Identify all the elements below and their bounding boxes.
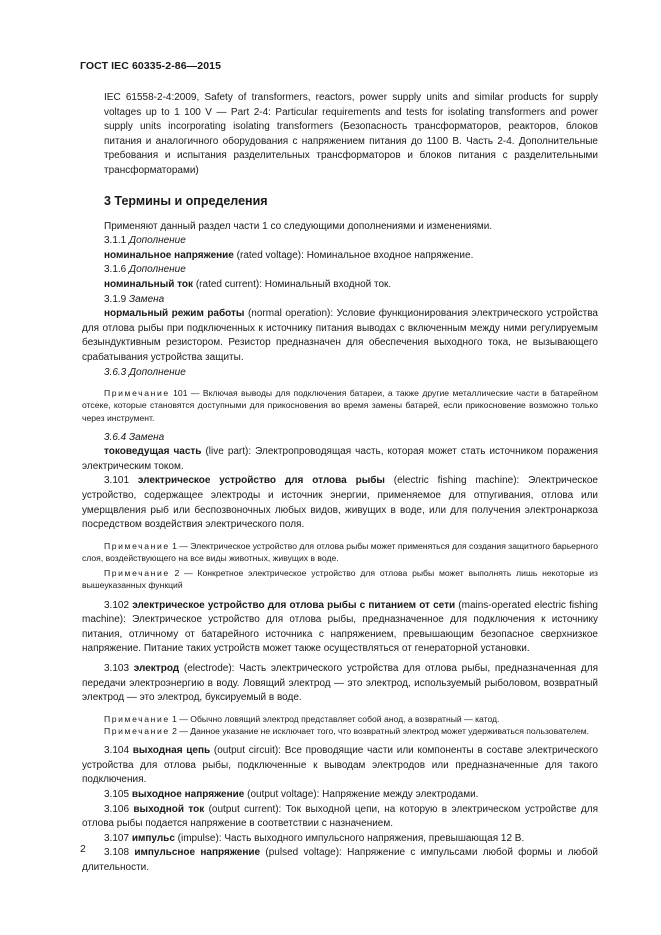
section-heading: 3 Термины и определения bbox=[104, 193, 268, 208]
definition-3-1-1 bbox=[104, 249, 598, 264]
clause-action: Дополнение bbox=[129, 264, 186, 276]
clause-3-6-4: 3.6.4 Замена bbox=[104, 431, 165, 443]
section-intro: Применяют данный раздел части 1 со следующими дополнениями и изменениями. bbox=[104, 220, 493, 232]
note-text: 2 — Конкретное электрическое устройство для отлова рыбы может выполнять лишь некоторые из вышеуказанных функций bbox=[82, 568, 598, 591]
page-header-standard: ГОСТ IEC 60335-2-86—2015 bbox=[80, 60, 222, 72]
note-text: 2 — Данное указание не исключает того, что возвратный электрод может удерживаться пользователем. bbox=[169, 726, 590, 737]
definition-3-102 bbox=[82, 599, 598, 657]
clause-3-1-9 bbox=[104, 293, 598, 308]
definition-3-1-6 bbox=[104, 278, 598, 293]
note-1-electrode bbox=[82, 713, 598, 725]
note-1-fishing-machine bbox=[82, 540, 598, 564]
definition-text: (normal operation): Условие функционирования электрического устройства для отлова рыбы при подключенных к источнику питания выводах с включенным между ними регулируемым безындуктивным резистором. Резистор предназначен для обеспечения выходного тока, не вызывающего срабатывания устройства защиты. bbox=[82, 308, 598, 363]
definition-text: (output voltage): Напряжение между электродами. bbox=[244, 789, 479, 801]
definition-3-105 bbox=[82, 788, 598, 803]
definition-3-103 bbox=[82, 662, 598, 706]
definition-text: (mains-operated electric fishing machine): Электрическое устройство для отлова рыбы, предназначенное для подключения к источнику питания, отличному от батарейного источника с напряжением, превышающим безопасное сверхнизкое напряжение. Питание таких устройств может также осуществляться от генераторной установки. bbox=[82, 599, 598, 655]
note-text: 1 — Обычно ловящий электрод представляет собой анод, а возвратный — катод. bbox=[169, 713, 500, 724]
definition-3-108 bbox=[82, 846, 598, 875]
definition-3-6-4 bbox=[82, 445, 598, 474]
definition-text: (live part): Электропроводящая часть, которая может стать источником поражения электрическим током. bbox=[82, 446, 598, 472]
term: выходная цепь bbox=[132, 745, 211, 757]
definition-text: (rated voltage): Номинальное входное напряжение. bbox=[233, 249, 474, 261]
clause-3-6-3: 3.6.3 Дополнение bbox=[104, 366, 186, 378]
term: выходной ток bbox=[133, 803, 205, 815]
clause-3-1-1 bbox=[104, 234, 598, 249]
note-label: Примечание bbox=[104, 568, 170, 579]
clause-label: 3.102 bbox=[104, 599, 133, 611]
term: электрическое устройство для отлова рыбы bbox=[137, 475, 385, 487]
term: токоведущая часть bbox=[104, 446, 202, 458]
note-label: Примечание bbox=[104, 713, 170, 724]
note-label: Примечание bbox=[104, 726, 170, 737]
note-2-fishing-machine bbox=[82, 567, 598, 591]
clause-label: 3.1.6 bbox=[104, 264, 127, 276]
clause-label: 3.101 bbox=[104, 475, 138, 487]
page-content bbox=[82, 91, 599, 876]
term: нормальный режим работы bbox=[104, 308, 245, 320]
clause-action: Дополнение bbox=[129, 235, 186, 247]
reference-paragraph: IEC 61558-2-4:2009, Safety of transformers, reactors, power supply units and similar products for supply voltages up to 1 100 V — Part 2-4: Particular requirements and tests for isolating transformers and power supply units incorporating isolating transformers (Безопасность трансформаторов, реакторов, блоков питания и аналогичного оборудования с напряжением питания до 1100 В. Часть 2-4. Дополнительные требования и испытания разделительных трансформаторов и блоков питания с разделительными трансформаторами) bbox=[104, 92, 598, 176]
definition-3-1-9 bbox=[82, 307, 598, 365]
definition-text: (impulse): Часть выходного импульсного напряжения, превышающая 12 В. bbox=[174, 832, 525, 844]
term: импульсное напряжение bbox=[134, 847, 261, 859]
term: номинальное напряжение bbox=[104, 249, 234, 261]
definition-text: (electrode): Часть электрического устройства для отлова рыбы, предназначенная для передачи электроэнергию в воду. Ловящий электрод — это электрод, используемый рыболовом, возвратный электрод — это электрод, буксируемый в воде. bbox=[82, 663, 598, 704]
definition-text: (electric fishing machine): Электрическое устройство, содержащее электроды и источник энергии, применяемое для отпугивания, отлова или умерщвления рыб или беспозвоночных любых видов, живущих в воде, или для получения электронаркоза посредством воздействия электрического поля. bbox=[82, 475, 598, 531]
term: электрическое устройство для отлова рыбы с питанием от сети bbox=[132, 599, 456, 611]
clause-label: 3.1.1 bbox=[104, 235, 127, 247]
clause-label: 3.1.9 bbox=[104, 293, 127, 305]
clause-label: 3.106 bbox=[104, 803, 134, 815]
definition-3-106 bbox=[82, 803, 598, 832]
note-text: 1 — Электрическое устройство для отлова рыбы может применяться для создания защитного барьерного слоя, воздействующего на все виды животных, живущих в воде. bbox=[82, 540, 598, 564]
clause-label: 3.104 bbox=[104, 745, 133, 757]
definition-text: (output current): Ток выходной цепи, на которую в электрическом устройстве для отлова рыбы подается напряжение в соответствии с назначением. bbox=[82, 803, 598, 830]
clause-3-1-6 bbox=[104, 263, 598, 278]
note-label: Примечание bbox=[104, 388, 170, 399]
term: выходное напряжение bbox=[131, 789, 245, 801]
note-101 bbox=[82, 387, 598, 424]
note-label: Примечание bbox=[104, 540, 170, 551]
note-text: 101 — Включая выводы для подключения батареи, а также другие металлические части в батарейном отсеке, которые становятся доступными для прикосновения во время замены батарей, если прикосновение возможно только через инструмент. bbox=[82, 388, 598, 423]
clause-label: 3.103 bbox=[104, 663, 134, 675]
term: номинальный ток bbox=[104, 278, 194, 290]
clause-label: 3.108 bbox=[104, 847, 135, 859]
term: импульс bbox=[131, 832, 175, 844]
definition-text: (output circuit): Все проводящие части или компоненты в составе электрического устройства для отлова рыбы, подключенные к выводам электродов или предназначенные для такого подключения. bbox=[82, 745, 599, 786]
clause-action: Замена bbox=[129, 293, 165, 305]
page-number: 2 bbox=[80, 843, 86, 855]
clause-label: 3.105 bbox=[104, 789, 132, 801]
term: электрод bbox=[133, 663, 180, 675]
definition-3-107 bbox=[82, 832, 598, 847]
definition-3-104 bbox=[82, 744, 598, 788]
definition-text: (rated current): Номинальный входной ток. bbox=[193, 278, 392, 290]
definition-text: (pulsed voltage): Напряжение с импульсами любой формы и любой длительности. bbox=[82, 847, 598, 873]
definition-3-101 bbox=[82, 474, 598, 532]
note-2-electrode bbox=[82, 725, 598, 737]
clause-label: 3.107 bbox=[104, 832, 132, 844]
